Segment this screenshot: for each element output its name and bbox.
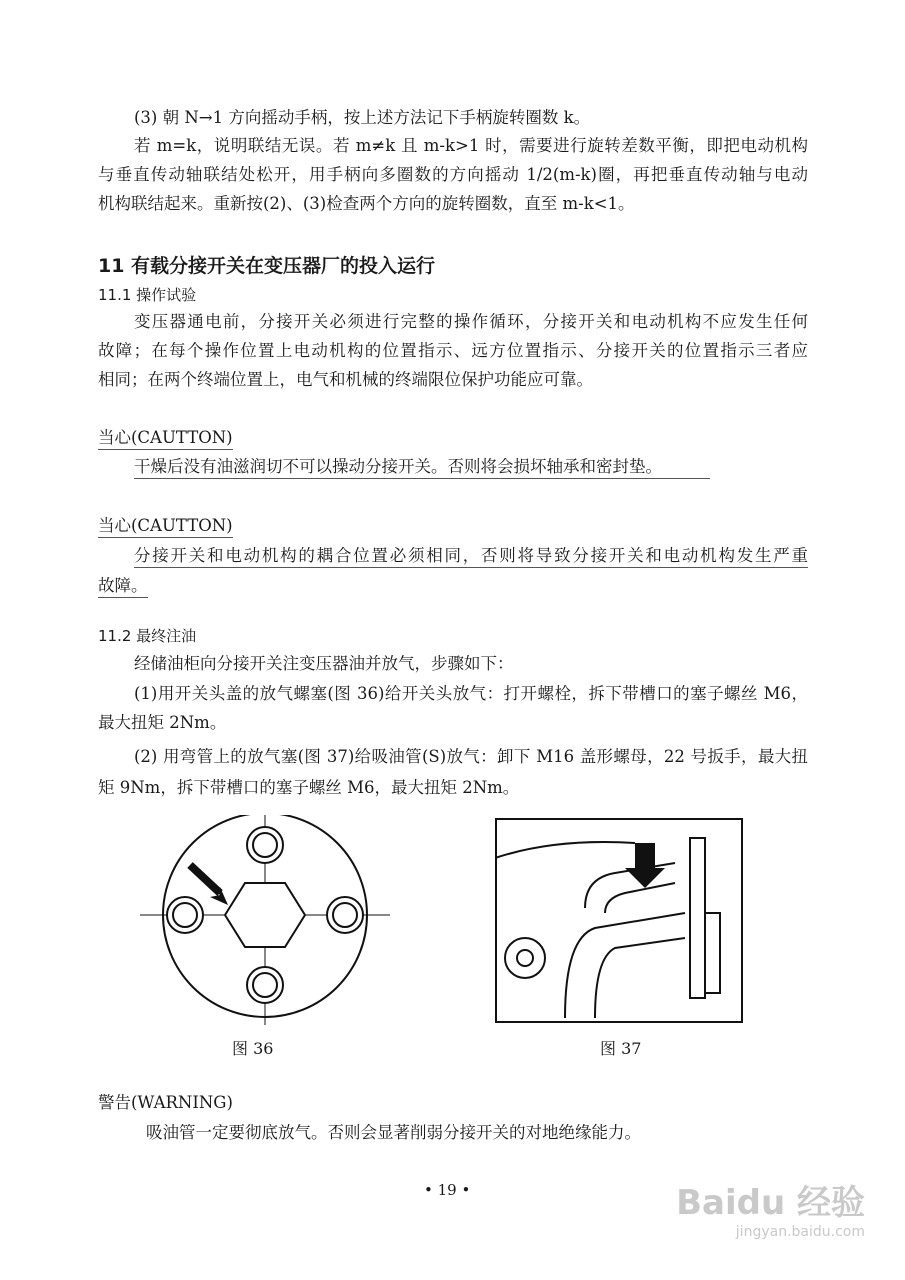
step-3: (3) 朝 N→1 方向摇动手柄，按上述方法记下手柄旋转圈数 k。 <box>134 108 591 127</box>
watermark-url: jingyan.baidu.com <box>735 1224 865 1240</box>
para-line: 变压器通电前，分接开关必须进行完整的操作循环，分接开关和电动机构不应发生任何 <box>134 312 808 331</box>
para-line: 故障；在每个操作位置上电动机构的位置指示、远方位置指示、分接开关的位置指示三者应 <box>98 341 808 360</box>
caution-text: 干燥后没有油滋润切不可以操动分接开关。否则将会损坏轴承和密封垫。 <box>134 456 710 479</box>
para-line: 机构联结起来。重新按(2)、(3)检查两个方向的旋转圈数，直至 m-k<1。 <box>98 194 635 213</box>
para-line: 经储油柜向分接开关注变压器油并放气，步骤如下： <box>134 654 514 673</box>
subsection-heading: 11.2 最终注油 <box>98 627 197 645</box>
warning-text: 吸油管一定要彻底放气。否则会显著削弱分接开关的对地绝缘能力。 <box>146 1123 641 1142</box>
figure-37-caption: 图 37 <box>600 1039 642 1058</box>
watermark-brand: Baidu 经验 <box>676 1183 865 1223</box>
warning-label: 警告(WARNING) <box>98 1093 233 1112</box>
caution-label: 当心(CAUTTON) <box>98 515 233 538</box>
para-line: (1)用开关头盖的放气螺塞(图 36)给开关头放气：打开螺栓，拆下带槽口的塞子螺丝 M6， <box>134 684 808 703</box>
para-line: (2) 用弯管上的放气塞(图 37)给吸油管(S)放气：卸下 M16 盖形螺母，22 号扳手，最大扭 <box>134 747 808 766</box>
caution-text: 分接开关和电动机构的耦合位置必须相同，否则将导致分接开关和电动机构发生严重 <box>134 545 808 568</box>
para-line: 若 m=k，说明联结无误。若 m≠k 且 m-k>1 时，需要进行旋转差数平衡，即把电动机构 <box>134 136 808 155</box>
para-line: 矩 9Nm，拆下带槽口的塞子螺丝 M6，最大扭矩 2Nm。 <box>98 778 520 797</box>
para-line: 与垂直传动轴联结处松开，用手柄向多圈数的方向摇动 1/2(m-k)圈，再把垂直传动轴与电动 <box>98 165 808 184</box>
para-line: 最大扭矩 2Nm。 <box>98 713 227 732</box>
figure-36-caption: 图 36 <box>232 1039 274 1058</box>
section-heading: 11 有载分接开关在变压器厂的投入运行 <box>98 255 436 277</box>
para-line: 相同；在两个终端位置上，电气和机械的终端限位保护功能应可靠。 <box>98 370 593 389</box>
page-number: • 19 • <box>424 1181 471 1199</box>
figure-37-drawing <box>495 818 743 1023</box>
figure-36-drawing <box>140 815 390 1040</box>
baidu-watermark <box>676 1175 865 1240</box>
caution-label: 当心(CAUTTON) <box>98 427 233 450</box>
subsection-heading: 11.1 操作试验 <box>98 286 197 304</box>
caution-text: 故障。 <box>98 575 148 598</box>
